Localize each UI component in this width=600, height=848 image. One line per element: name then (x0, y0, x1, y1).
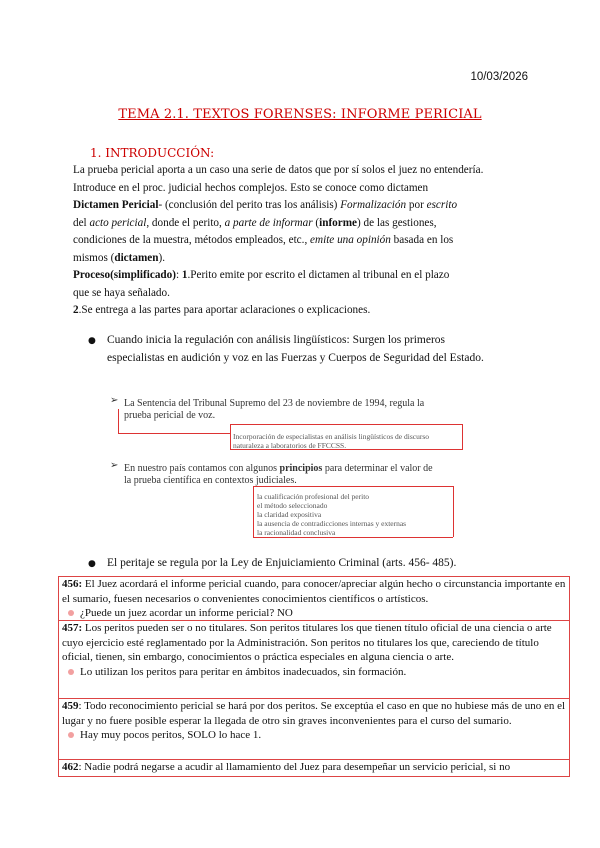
image-note-3: En nuestro país contamos con algunos principios para determinar el valor de la prueba científica en contextos judiciales. (124, 463, 433, 486)
proceso-line: Proceso(simplificado): 1.Perito emite por escrito el dictamen al tribunal en el plazo (73, 269, 450, 281)
bullet-dot: ● (88, 559, 96, 569)
arrow-icon: ➢ (110, 460, 119, 471)
dictamen-line: Dictamen Pericial- (conclusión del perito tras los análisis) Formalización por escrito (73, 199, 458, 211)
dictamen-line-2: del acto pericial, donde el perito, a parte de informar (informe) de las gestiones, (73, 216, 437, 229)
article-459: 459: Todo reconocimiento pericial se hará por dos peritos. Se exceptúa el caso en que no hubiese más de uno en el lugar y no fuere posible esperar la llegada de otro sin graves inconvenientes para el curso del sumario. Hay muy pocos peritos, SOLO lo hace 1. (58, 698, 570, 760)
image-note-2: Incorporación de especialistas en análisis lingüísticos de discurso naturaleza a laboratorios de FFCCSS. (233, 432, 429, 450)
arrow-icon: ➢ (110, 395, 119, 406)
article-462: 462: Nadie podrá negarse a acudir al llamamiento del Juez para desempeñar un servicio pericial, si no (58, 759, 570, 777)
intro-line-1: La prueba pericial aporta a un caso una serie de datos que por sí solos el juez no entendería. (73, 164, 484, 176)
bullet-text-ley: El peritaje se regula por la Ley de Enjuiciamiento Criminal (arts. 456- 485). (107, 557, 457, 569)
image-principles-list: la cualificación profesional del perito el método seleccionado la claridad expositiva la ausencia de contradicciones internas y externas la racionalidad conclusiva (257, 492, 407, 537)
embedded-notes-image (110, 393, 480, 548)
document-date: 10/03/2026 (470, 71, 528, 83)
dictamen-line-3: condiciones de la muestra, métodos empleados, etc., emite una opinión basada en los (73, 234, 454, 246)
proceso-line-2: que se haya señalado. (73, 286, 170, 299)
dictamen-line-4: mismos (dictamen). (73, 251, 165, 264)
article-457: 457: Los peritos pueden ser o no titulares. Son peritos titulares los que tienen título oficial de una ciencia o arte cuyo ejercicio esté reglamentado por la Administración. Son peritos no titulares los que, careciendo de título oficial, tienen, sin embargo, conocimientos o práctica especiales en alguna ciencia o arte. Lo utilizan los peritos para peritar en ámbitos inadecuados, sin formación. (58, 620, 570, 699)
proceso-line-3: 2.Se entrega a las partes para aportar aclaraciones o explicaciones. (73, 304, 371, 316)
bullet-dot: ● (88, 336, 96, 346)
image-note-1: La Sentencia del Tribunal Supremo del 23 de noviembre de 1994, regula la prueba pericial de voz. (124, 398, 425, 421)
intro-paragraph (73, 162, 538, 320)
page-title: TEMA 2.1. TEXTOS FORENSES: INFORME PERICIAL (118, 107, 482, 122)
section-heading: 1. INTRODUCCIÓN: (90, 146, 215, 160)
article-456: 456: El Juez acordará el informe pericial cuando, para conocer/apreciar algún hecho o circunstancia importante en el sumario, fuesen necesarios o convenientes conocimientos científicos o artísticos. ¿Puede un juez acordar un informe pericial? NO (58, 576, 570, 621)
intro-line-2: Introduce en el proc. judicial hechos complejos. Esto se conoce como dictamen (73, 181, 429, 194)
bullet-text-regulation: Cuando inicia la regulación con análisis lingüísticos: Surgen los primeros especialistas en audición y voz en las Fuerzas y Cuerpos de Seguridad del Estado. (107, 334, 484, 364)
